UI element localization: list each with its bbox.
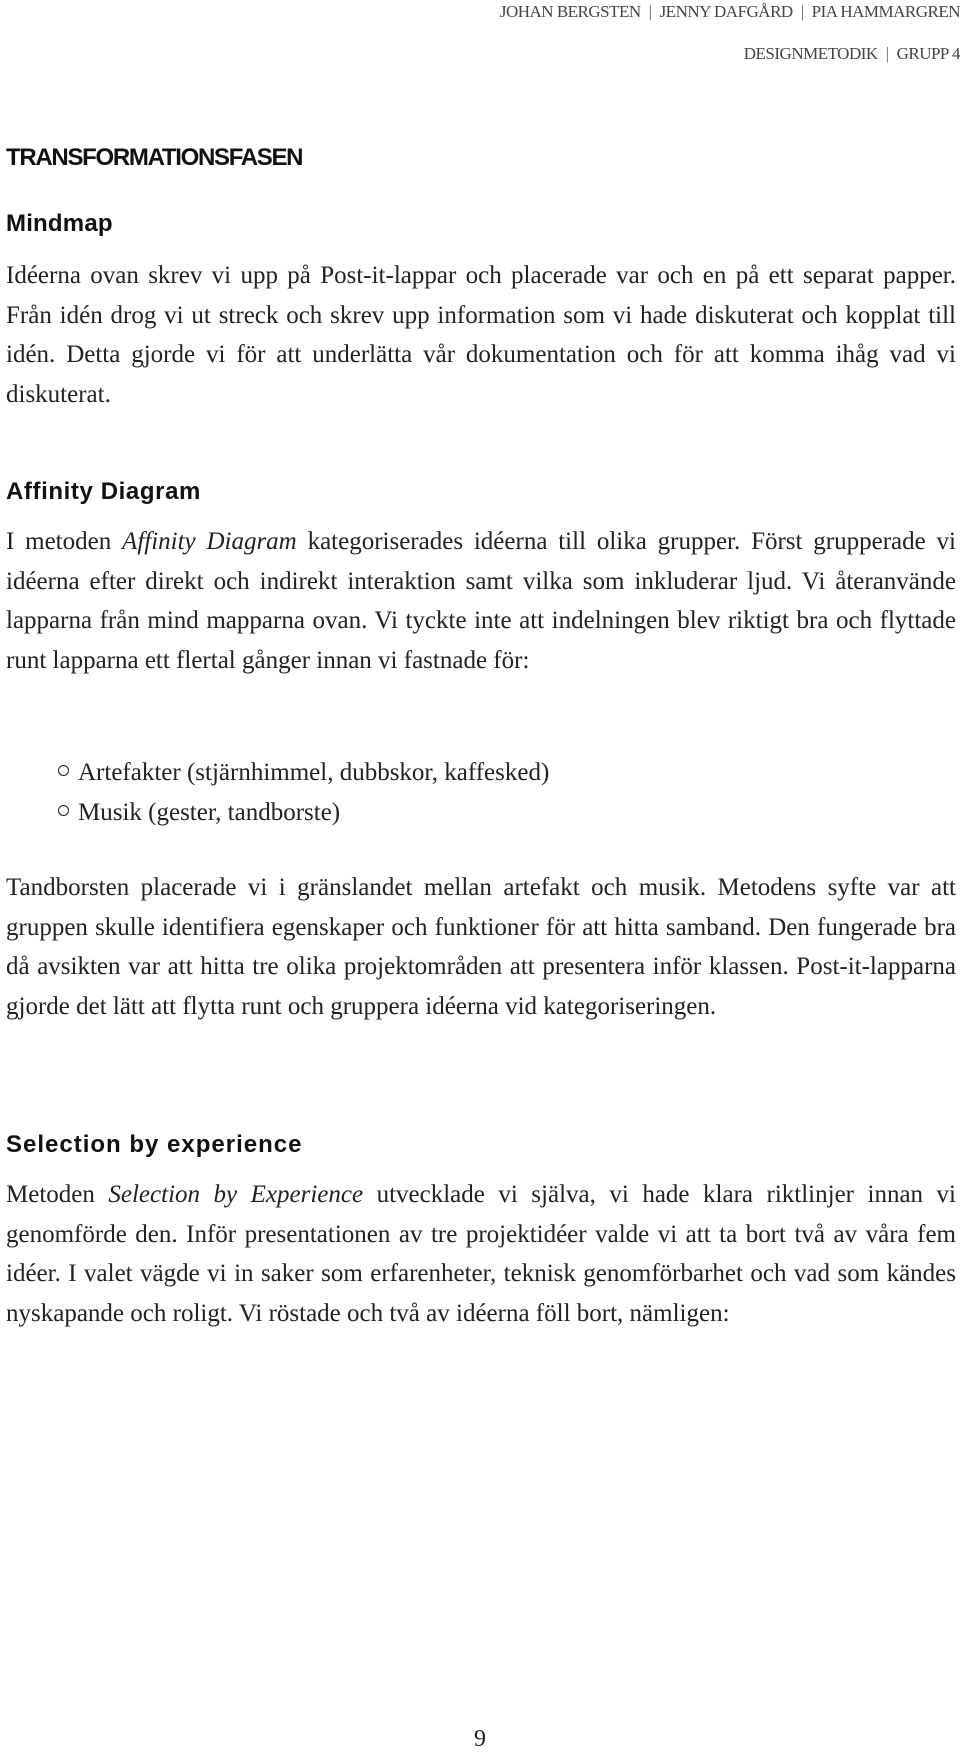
page-number: 9 (474, 1726, 486, 1752)
mindmap-paragraph: Idéerna ovan skrev vi upp på Post-it-lappar och placerade var och en på ett separat papper. Från idén drog vi ut streck och skrev upp information som vi hade diskuterat och kopplat till idén. Detta gjorde vi för att underlätta vår dokumentation och för att komma ihåg vad vi diskuterat. (6, 262, 956, 408)
text-run: Metoden (6, 1181, 109, 1208)
affinity-paragraph-2: Tandborsten placerade vi i gränslandet mellan artefakt och musik. Metodens syfte var att gruppen skulle identifiera egenskaper och funktioner för att hitta samband. Den fungerade bra då avsikten var att hitta tre olika projektområden att presentera inför klassen. Post-it-lapparna gjorde det lätt att flytta runt och gruppera idéerna vid kategoriseringen. (6, 874, 956, 1020)
section-title: TRANSFORMATIONSFASEN (6, 144, 303, 171)
circle-bullet-icon (58, 765, 69, 776)
running-header-authors (500, 2, 960, 22)
author-name: JENNY DAFGÅRD (659, 2, 793, 21)
author-name: PIA HAMMARGREN (811, 2, 960, 21)
header-separator: | (885, 44, 889, 63)
list-item-text: Artefakter (stjärnhimmel, dubbskor, kaffesked) (78, 759, 550, 786)
course-name: DESIGNMETODIK (743, 44, 878, 63)
method-term: Affinity Diagram (122, 528, 297, 555)
affinity-heading: Affinity Diagram (6, 478, 201, 505)
author-name: JOHAN BERGSTEN (499, 2, 641, 21)
text-run: utvecklade vi själva, vi hade klara riktlinjer innan vi genomförde den. Inför presentationen av tre projektidéer valde vi att ta bort två av våra fem idéer. I valet vägde vi in saker som erfarenheter, teknisk genomförbarhet och vad som kändes nyskapande och roligt. Vi röstade och två av idéerna föll bort, nämligen: (6, 1181, 956, 1327)
method-term: Selection by Experience (108, 1181, 364, 1208)
selection-heading: Selection by experience (6, 1131, 303, 1158)
list-item (58, 753, 549, 793)
category-list (58, 753, 549, 833)
running-header-course (744, 44, 960, 64)
group-name: GRUPP 4 (896, 44, 960, 63)
list-item-text: Musik (gester, tandborste) (78, 799, 341, 826)
affinity-paragraph-1 (6, 522, 956, 680)
header-separator: | (648, 2, 652, 21)
list-item (58, 793, 549, 833)
mindmap-heading: Mindmap (6, 210, 113, 237)
header-separator: | (800, 2, 804, 21)
text-run: kategoriserades idéerna till olika grupper. Först grupperade vi idéerna efter direkt och indirekt interaktion samt vilka som inkluderar ljud. Vi återanvände lapparna från mind mapparna ovan. Vi tyckte inte att indelningen blev riktigt bra och flyttade runt lapparna ett flertal gånger innan vi fastnade för: (6, 528, 956, 674)
selection-paragraph (6, 1175, 956, 1333)
circle-bullet-icon (58, 805, 69, 816)
text-run: I metoden (6, 528, 123, 555)
